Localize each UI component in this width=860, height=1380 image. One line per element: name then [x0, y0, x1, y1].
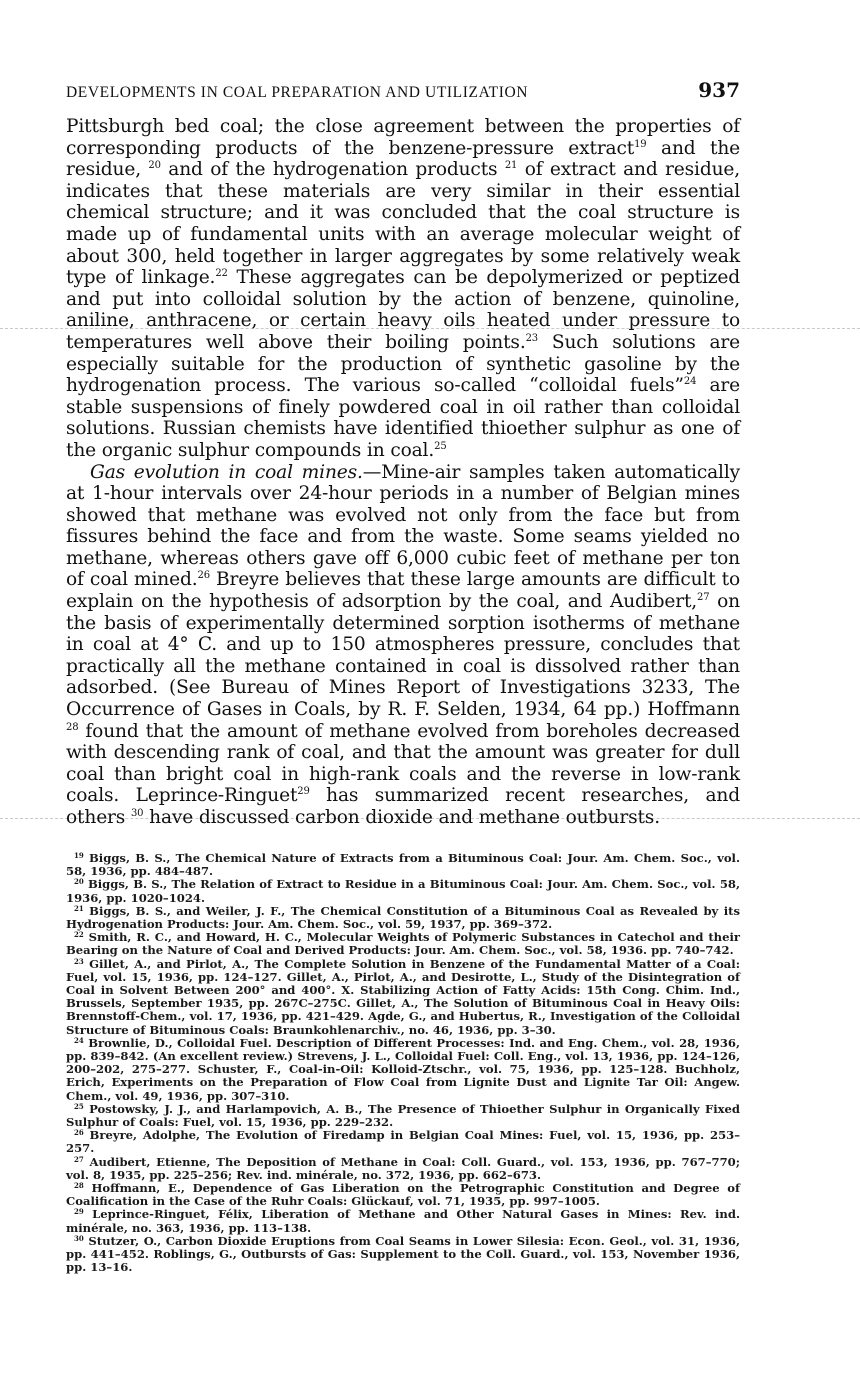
- body-text: [66, 116, 740, 829]
- footnote: [66, 1235, 740, 1275]
- footnote: [66, 931, 740, 957]
- footnote: [66, 1208, 740, 1234]
- footnote-number: 20: [74, 877, 84, 887]
- text-run: Such solutions are especially suitable for the production of synthetic gasoline by the hydrogenation process. The various so-called “colloidal fuels”: [66, 331, 741, 397]
- text-run: on the basis of experimentally determined sorption isotherms of methane in coal at 4° C. and up to 150 atmospheres pressure, concludes that practically all the methane contained in coal is dissolved rather than adsorbed. (See Bureau of Mines Report of Investigations 3233, The Occurrence of Gases in Coals, by R. F. Selden, 1934, 64 pp.) Hoffmann: [66, 591, 740, 721]
- footnote-text: Biggs, B. S., The Chemical Nature of Extracts from a Bituminous Coal: Jour. Am. Chem. Soc., vol. 58, 1936, pp. 484–487.: [66, 851, 740, 879]
- running-head-title: DEVELOPMENTS IN COAL PREPARATION AND UTILIZATION: [66, 84, 529, 101]
- footnote-text: Breyre, Adolphe, The Evolution of Firedamp in Belgian Coal Mines: Fuel, vol. 15, 1936, pp. 253–257.: [66, 1128, 740, 1156]
- footnote-text: Gillet, A., and Pirlot, A., The Complete Solution in Benzene of the Fundamental Matter of a Coal: Fuel, vol. 15, 1936, pp. 124–127. Gillet, A., Pirlot, A., and Desirotte, L., Study of the Disintegration of Coal in Solvent Between 200° and 400°. X. Stabilizing Action of Fatty Acids: 15th Cong. Chim. Ind., Brussels, September 1935, pp. 267C–275C. Gillet, A., The Solution of Bituminous Coal in Heavy Oils: Brennstoff-Chem., vol. 17, 1936, pp. 421–429. Agde, G., and Hubertus, R., Investigation of the Colloidal Structure of Bituminous Coals: Braunkohlenarchiv., no. 46, 1936, pp. 3–30.: [66, 956, 740, 1037]
- footnote-number: 24: [74, 1035, 84, 1045]
- footnote: [66, 958, 740, 1037]
- footnote-ref: 21: [504, 160, 518, 172]
- footnote-ref: 30: [130, 808, 144, 819]
- text-run: and of the hydrogenation products: [160, 159, 505, 181]
- footnote: [66, 878, 740, 904]
- text-run: Breyre believes that these large amounts are difficult to explain on the hypothesis of adsorption by the coal, and Audibert,: [66, 569, 741, 613]
- footnote-number: 19: [74, 851, 84, 860]
- footnote-number: 30: [74, 1233, 84, 1243]
- footnote-number: 23: [74, 956, 84, 966]
- footnote: [66, 852, 740, 878]
- paragraph: [66, 116, 740, 462]
- footnote-ref: 25: [434, 440, 447, 452]
- footnote: [66, 1129, 740, 1155]
- footnote-ref: 28: [66, 721, 79, 733]
- text-run: have discussed carbon dioxide and methane outbursts.: [143, 807, 660, 828]
- footnote-number: 26: [74, 1128, 84, 1138]
- text-run: Pittsburgh bed coal; the close agreement between the properties of corresponding products of the benzene-pressure extract: [66, 116, 740, 159]
- footnote-text: Smith, R. C., and Howard, H. C., Molecular Weights of Polymeric Substances in Catechol and their Bearing on the Nature of Coal and Derived Products: Jour. Am. Chem. Soc., vol. 58, 1936. pp. 740–742.: [66, 930, 740, 958]
- footnote-number: 29: [74, 1207, 84, 1217]
- footnote-ref: 24: [683, 376, 697, 388]
- footnote-ref: 23: [525, 332, 539, 344]
- footnote-number: 28: [74, 1181, 84, 1191]
- text-run: are stable suspensions of finely powdered coal in oil rather than colloidal solutions. Russian chemists have identified thioether sulphur as one of the organic sulphur compounds in coal.: [66, 375, 740, 461]
- running-head: [66, 78, 740, 102]
- footnotes: [66, 852, 740, 1275]
- text-run: These aggregates can be depolymerized or peptized and put into colloidal solution by the action of benzene, quinoline, aniline, anthracene, or certain heavy oils heated under pressure to temperatures well above their boiling points.: [66, 267, 741, 353]
- text-run: of extract and residue, indicates that these materials are very similar in their essential chemical structure; and it was concluded that the coal structure is made up of fundamental units with an average molecular weight of about 300, held together in larger aggregates by some relatively weak type of linkage.: [66, 159, 741, 289]
- footnote-number: 21: [74, 903, 84, 913]
- footnote-ref: 29: [297, 786, 310, 798]
- footnote-text: Leprince-Ringuet, Félix, Liberation of Methane and Other Natural Gases in Mines: Rev. ind. minérale, no. 363, 1936, pp. 113–138.: [66, 1207, 740, 1235]
- footnote-ref: 19: [634, 138, 647, 150]
- footnote: [66, 905, 740, 931]
- section-heading: Gas evolution in coal mines.: [90, 461, 363, 483]
- footnote-text: Biggs, B. S., The Relation of Extract to Residue in a Bituminous Coal: Jour. Am. Chem. Soc., vol. 58, 1936, pp. 1020–1024.: [66, 877, 740, 905]
- footnote: [66, 1037, 740, 1103]
- footnote-text: Postowsky, J. J., and Harlampovich, A. B., The Presence of Thioether Sulphur in Organically Fixed Sulphur of Coals: Fuel, vol. 15, 1936, pp. 229–232.: [66, 1101, 740, 1130]
- footnote-ref: 22: [215, 268, 228, 280]
- footnote: [66, 1103, 740, 1129]
- text-run: found that the amount of methane evolved from boreholes decreased with descending rank of coal, and that the amount was greater for dull coal than bright coal in high-rank coals and the reverse in low-rank coals. Leprince-Ringuet: [66, 720, 740, 807]
- footnote-number: 22: [74, 930, 84, 940]
- footnote-text: Hoffmann, E., Dependence of Gas Liberation on the Petrographic Constitution and Degree of Coalification in the Case of the Ruhr Coals: Glückauf, vol. 71, 1935, pp. 997–1005.: [66, 1181, 740, 1209]
- page-number: 937: [698, 78, 740, 102]
- footnote-text: Biggs, B. S., and Weiler, J. F., The Chemical Constitution of a Bituminous Coal as Revealed by its Hydrogenation Products: Jour. Am. Chem. Soc., vol. 59, 1937, pp. 369–372.: [66, 903, 740, 932]
- paragraph: [66, 462, 740, 829]
- footnote: [66, 1182, 740, 1208]
- text-run: —Mine-air samples taken automatically at 1-hour intervals over 24-hour periods in a number of Belgian mines showed that methane was evolved not only from the face but from fissures behind the face and from the waste. Some seams yielded no methane, whereas others gave off 6,000 cubic feet of methane per ton of coal mined.: [66, 461, 740, 591]
- text-run: has summarized recent researches, and others: [66, 785, 740, 828]
- footnote-number: 25: [74, 1101, 84, 1111]
- footnote-text: Stutzer, O., Carbon Dioxide Eruptions from Coal Seams in Lower Silesia: Econ. Geol., vol. 31, 1936, pp. 441–452. Roblings, G., Outbursts of Gas: Supplement to the Coll. Guard., vol. 153, November 1936, pp. 13–16.: [66, 1233, 740, 1275]
- footnote-ref: 26: [197, 570, 210, 582]
- footnote-number: 27: [74, 1154, 84, 1164]
- footnote: [66, 1156, 740, 1182]
- text-run: and the residue,: [66, 137, 740, 181]
- footnote-text: Brownlie, D., Colloidal Fuel. Description of Different Processes: Ind. and Eng. Chem., vol. 28, 1936, pp. 839–842. (An excellent review.) Strevens, J. L., Colloidal Fuel: Coll. Eng., vol. 13, 1936, pp. 124–126, 200–202, 275–277. Schuster, F., Coal-in-Oil: Kolloid-Ztschr., vol. 75, 1936, pp. 125–128. Buchholz, Erich, Experiments on the Preparation of Flow Coal from Lignite Dust and Lignite Tar Oil: Angew. Chem., vol. 49, 1936, pp. 307–310.: [66, 1035, 740, 1103]
- footnote-ref: 27: [697, 592, 710, 604]
- footnote-ref: 20: [148, 160, 161, 172]
- footnote-text: Audibert, Etienne, The Deposition of Methane in Coal: Coll. Guard., vol. 153, 1936, pp. 767–770; vol. 8, 1935, pp. 225–256; Rev. ind. minérale, no. 372, 1936, pp. 662–673.: [66, 1154, 740, 1182]
